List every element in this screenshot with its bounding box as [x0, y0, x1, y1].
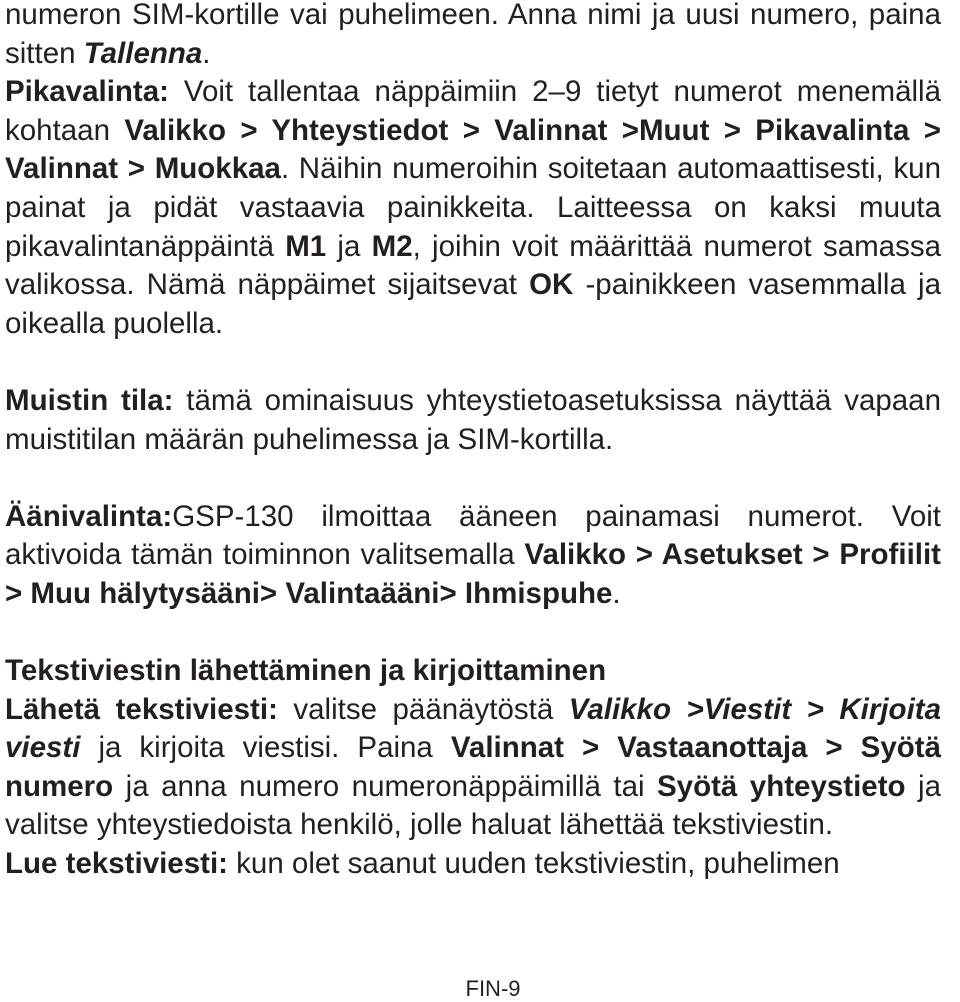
memory-paragraph: Muistin tila: tämä ominaisuus yhteystietoasetuksissa näyttää vapaan muistitilan määrän puhelimessa ja SIM-kortilla.: [5, 383, 941, 456]
speed-dial-menu-path: Valikko > Yhteystiedot > Valinnat >Muut > Pikavalinta > Valinnat > Muokkaa: [5, 113, 941, 186]
ok-key: OK: [529, 268, 574, 302]
m1-key: M1: [285, 229, 327, 263]
voice-dial-paragraph: Äänivalinta:GSP-130 ilmoittaa ääneen painamasi numerot. Voit aktivoida tämän toiminnon valitsemalla Valikko > Asetukset > Profiilit > Muu hälytysääni> Valintaääni> Ihmispuhe.: [5, 499, 941, 610]
manual-page: [5, 0, 941, 884]
page-number: FIN-9: [465, 976, 521, 1001]
save-command: Tallenna: [83, 36, 203, 70]
write-message-path: Valikko >Viestit > Kirjoita viesti: [5, 692, 941, 765]
send-sms-label: Lähetä tekstiviesti:: [5, 692, 278, 726]
read-sms-paragraph: Lue tekstiviesti: kun olet saanut uuden tekstiviestin, puhelimen: [5, 847, 840, 881]
page-footer: [0, 976, 960, 1002]
sms-section-heading: Tekstiviestin lähettäminen ja kirjoittaminen: [5, 654, 607, 688]
read-sms-label: Lue tekstiviesti:: [5, 847, 228, 881]
enter-contact-path: Syötä yhteystieto: [657, 769, 906, 803]
speed-dial-paragraph: Pikavalinta: Voit tallentaa näppäimiin 2–9 tietyt numerot menemällä kohtaan Valikko > Yhteystiedot > Valinnat >Muut > Pikavalinta > Valinnat > Muokkaa. Näihin numeroihin soitetaan automaattisesti, kun painat ja pidät vastaavia painikkeita. Laitteessa on kaksi muuta pikavalintanäppäintä M1 ja M2, joihin voit määrittää numerot samassa valikossa. Nämä näppäimet sijaitsevat OK -painikkeen vasemmalla ja oikealla puolella.: [5, 75, 941, 340]
recipient-path: Valinnat > Vastaanottaja > Syötä numero: [5, 731, 941, 803]
speed-dial-label: Pikavalinta:: [5, 75, 169, 109]
voice-dial-label: Äänivalinta:: [5, 499, 173, 533]
memory-label: Muistin tila:: [5, 383, 174, 417]
intro-paragraph: numeron SIM-kortille vai puhelimeen. Anna nimi ja uusi numero, paina sitten Tallenna.: [5, 0, 941, 70]
send-sms-paragraph: Lähetä tekstiviesti: valitse päänäytöstä Valikko >Viestit > Kirjoita viesti ja kirjoita viestisi. Paina Valinnat > Vastaanottaja > Syötä numero ja anna numero numeronäppäimillä tai Syötä yhteystieto ja valitse yhteystiedoista henkilö, jolle haluat lähettää tekstiviestin.: [5, 692, 941, 842]
voice-dial-menu-path: Valikko > Asetukset > Profiilit > Muu hälytysääni> Valintaääni> Ihmispuhe: [5, 538, 941, 610]
m2-key: M2: [371, 229, 413, 263]
intro-text: numeron SIM-kortille vai puhelimeen. Anna nimi ja uusi numero, paina sitten: [5, 0, 941, 70]
